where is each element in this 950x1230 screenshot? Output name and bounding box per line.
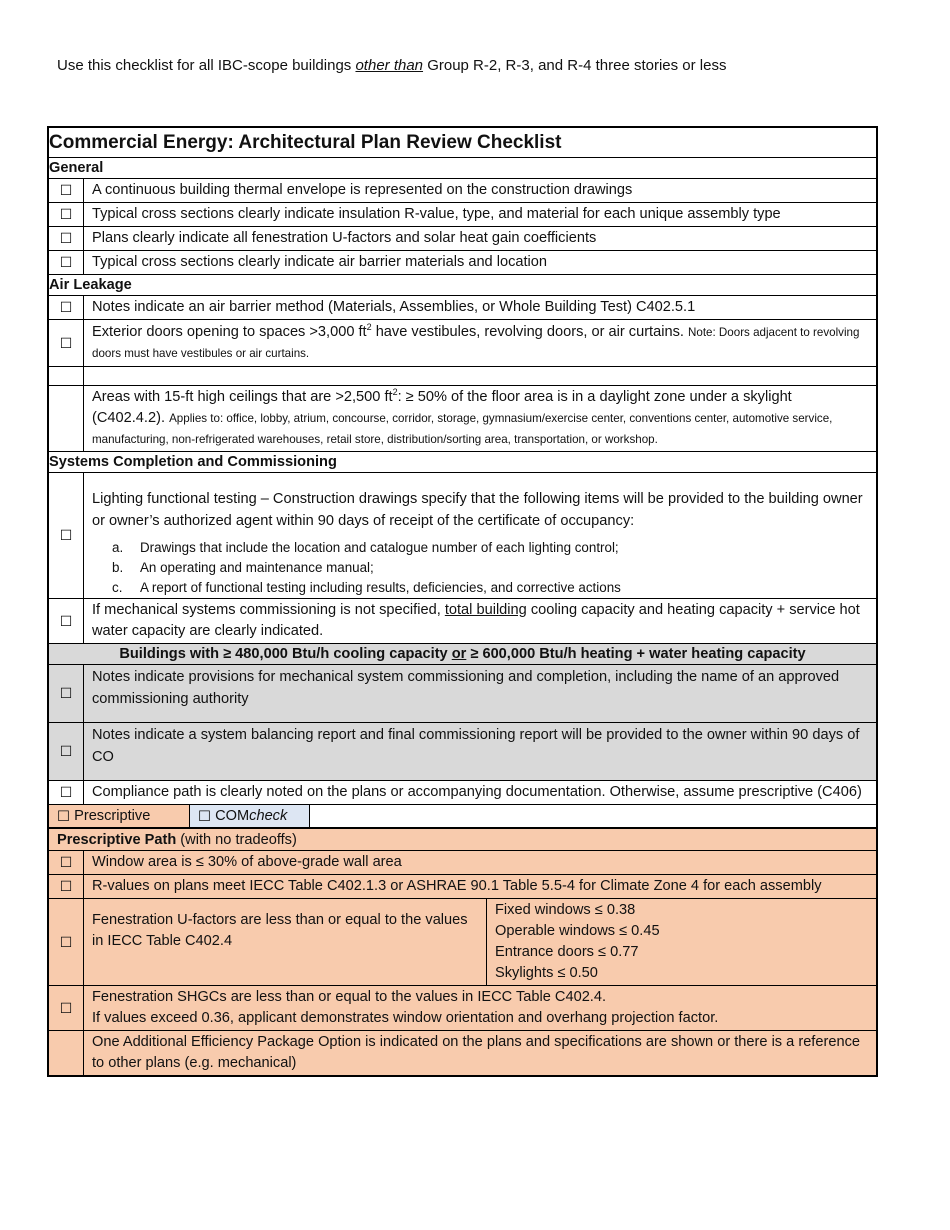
checklist-row: ☐ Compliance path is clearly noted on the plans or accompanying documentation. Otherwise, assume prescriptive (C406) — [49, 781, 876, 805]
lighting-items-list — [112, 538, 868, 598]
section-systems-commissioning: Systems Completion and Commissioning — [49, 452, 876, 473]
checkbox[interactable] — [49, 986, 84, 1030]
checkbox[interactable] — [49, 227, 84, 250]
compliance-path-selector — [49, 805, 876, 829]
checkbox[interactable] — [49, 899, 84, 985]
checklist-row: ☐ R-values on plans meet IECC Table C402.1.3 or ASHRAE 90.1 Table 5.5-4 for Climate Zone 4 for each assembly — [49, 875, 876, 899]
checklist-row: ☐ Notes indicate an air barrier method (Materials, Assemblies, or Whole Building Test) C402.5.1 — [49, 296, 876, 320]
checklist-row-lighting: ☐ Lighting functional testing – Construction drawings specify that the following items will be provided to the building owner or owner’s authorized agent within 90 days of receipt of the certificate of occupancy: a. Drawings that include the location and catalogue number of each lighting control; b. An operating and maintenance manual; c. A report of functional testing including results, deficiencies, and corrective actions — [49, 473, 876, 599]
checkbox[interactable] — [49, 665, 84, 722]
checkbox[interactable] — [49, 723, 84, 780]
checklist-row: ☐ Plans clearly indicate all fenestration U-factors and solar heat gain coefficients — [49, 227, 876, 251]
checklist-table — [47, 126, 878, 1077]
checklist-title: Commercial Energy: Architectural Plan Review Checklist — [49, 128, 876, 158]
checklist-row: ☐ Window area is ≤ 30% of above-grade wall area — [49, 851, 876, 875]
checkbox[interactable] — [49, 320, 84, 366]
checklist-row: ☐ Notes indicate a system balancing report and final commissioning report will be provided to the owner within 90 days of CO — [49, 723, 876, 781]
checkbox[interactable] — [49, 875, 84, 898]
checklist-row: ☐ Typical cross sections clearly indicate air barrier materials and location — [49, 251, 876, 275]
path-option-prescriptive[interactable]: ☐ Prescriptive — [49, 805, 190, 827]
intro-emphasis: other than — [355, 57, 424, 74]
checkbox[interactable] — [49, 473, 84, 598]
list-item: b. An operating and maintenance manual; — [112, 560, 374, 575]
blank-row — [49, 367, 876, 386]
intro-note: Use this checklist for all IBC-scope buildings other than Group R-2, R-3, and R-4 three stories or less — [57, 57, 727, 74]
checkbox[interactable] — [198, 808, 211, 825]
checklist-row-ufactor: ☐ Fenestration U-factors are less than or equal to the values in IECC Table C402.4 Fixed windows ≤ 0.38 Operable windows ≤ 0.45 Entrance doors ≤ 0.77 Skylights ≤ 0.50 — [49, 899, 876, 986]
checkbox[interactable] — [49, 179, 84, 202]
checkbox[interactable] — [57, 808, 70, 825]
list-item: a. Drawings that include the location and catalogue number of each lighting control; — [112, 540, 619, 555]
checkbox[interactable] — [49, 203, 84, 226]
checklist-row: ☐ Fenestration SHGCs are less than or equal to the values in IECC Table C402.4. If values exceed 0.36, applicant demonstrates window orientation and overhang projection factor. — [49, 986, 876, 1031]
path-option-comcheck[interactable]: ☐ COM check — [190, 805, 310, 827]
section-prescriptive-path: Prescriptive Path (with no tradeoffs) — [49, 829, 876, 851]
checklist-row: ☐ Exterior doors opening to spaces >3,000 $ft^2$ have vestibules, revolving doors, or air curtains. Note: Doors adjacent to revolving doors must have vestibules or air curtains. — [49, 320, 876, 367]
list-item: c. A report of functional testing including results, deficiencies, and corrective actions — [112, 580, 621, 595]
checkbox[interactable] — [49, 851, 84, 874]
section-general: General — [49, 158, 876, 179]
checkbox[interactable] — [49, 251, 84, 274]
section-air-leakage: Air Leakage — [49, 275, 876, 296]
checklist-row: Areas with 15-ft high ceilings that are >2,500 $ft^2$: ≥ 50% of the floor area is in a daylight zone under a skylight (C402.4.2). Applies to: office, lobby, atrium, concourse, corridor, storage, gymnasium/exercise center, conventions center, automotive service, manufacturing, non-refrigerated warehouses, retail store, distribution/sorting area, transportation, or workshop. — [49, 386, 876, 452]
checklist-row: ☐ Typical cross sections clearly indicate insulation R-value, type, and material for each unique assembly type — [49, 203, 876, 227]
checklist-row: ☐ Notes indicate provisions for mechanical system commissioning and completion, including the name of an approved commissioning authority — [49, 665, 876, 723]
checkbox[interactable] — [49, 599, 84, 643]
checkbox[interactable] — [49, 781, 84, 804]
section-large-buildings: Buildings with ≥ 480,000 Btu/h cooling capacity or ≥ 600,000 Btu/h heating + water heating capacity — [49, 644, 876, 665]
checklist-row: ☐ If mechanical systems commissioning is not specified, total building cooling capacity and heating capacity + service hot water capacity are clearly indicated. — [49, 599, 876, 644]
checklist-row: ☐ A continuous building thermal envelope is represented on the construction drawings — [49, 179, 876, 203]
checklist-row: One Additional Efficiency Package Option is indicated on the plans and specifications are shown or there is a reference to other plans (e.g. mechanical) — [49, 1031, 876, 1075]
ufactor-limits: Fixed windows ≤ 0.38 Operable windows ≤ 0.45 Entrance doors ≤ 0.77 Skylights ≤ 0.50 — [495, 902, 660, 981]
checkbox[interactable] — [49, 296, 84, 319]
